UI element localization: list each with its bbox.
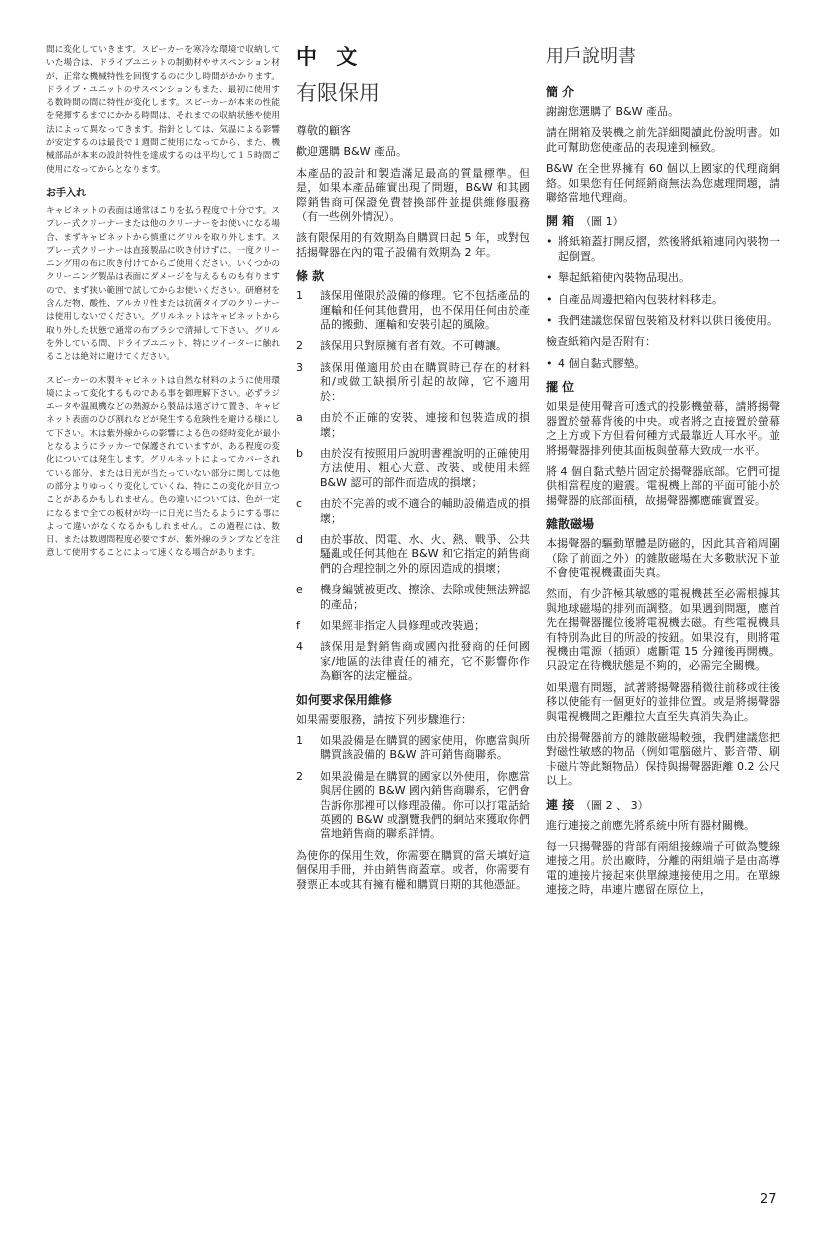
list-item-text: 舉起紙箱使內裝物品現出。 <box>558 271 690 285</box>
claim-intro: 如果需要服務，請按下列步驟進行： <box>296 712 472 726</box>
list-item <box>546 271 780 285</box>
warranty-column <box>296 44 530 899</box>
list-item <box>296 497 530 526</box>
list-item-number: 1 <box>296 289 303 303</box>
placement-paragraph: 如果是使用聲音可透式的投影機螢幕，請將揚聲器置於螢幕背後的中央。或者將之直接置於螢幕之上方或下方但看何種方式最靠近人耳水平。並將揚聲器排列使其面板與螢幕大致成一水平。 <box>546 400 780 457</box>
list-item-number: 4 <box>296 640 303 654</box>
list-item-number: b <box>296 446 303 460</box>
list-item-text: 將紙箱蓋打開反摺，然後將紙箱連同內裝物一起倒置。 <box>558 235 780 263</box>
list-item <box>296 770 530 842</box>
list-item-number: 2 <box>296 339 303 353</box>
welcome: 歡迎選購 B&W 產品。 <box>296 145 407 159</box>
list-item-number: d <box>296 532 303 546</box>
connection-paragraph: 進行連接之前應先將系統中所有器材關機。 <box>546 818 755 832</box>
connection-title: 連 接 <box>546 797 575 812</box>
list-item <box>296 289 530 332</box>
list-item <box>546 235 780 264</box>
thanks: 謝謝您選購了 B&W 產品。 <box>546 105 679 118</box>
list-item <box>296 583 530 612</box>
jp-care-heading: お手入れ <box>46 187 86 199</box>
bullet: • <box>546 356 553 370</box>
intro-heading: 簡 介 <box>546 85 575 99</box>
list-item-text: 如果設備是在購買的國家以外使用，你應當與居住國的 B&W 國內銷售商聯系，它們會告訴你那裡可以修理設備。你可以打電話給英國的 B&W 或瀏覽我們的網站來獲取你們當地銷售商的聯系詳情。 <box>320 769 530 841</box>
list-item-number: 3 <box>296 360 303 374</box>
list-item-number: 2 <box>296 769 303 783</box>
list-item <box>546 314 780 328</box>
terms-heading: 條 款 <box>296 269 325 284</box>
terms-list <box>296 289 530 683</box>
list-item <box>296 447 530 490</box>
list-item-text: 如果經非指定人員修理或改裝過； <box>320 618 485 632</box>
list-item-text: 我們建議您保留包裝箱及材料以供日後使用。 <box>558 314 778 328</box>
list-item-number: c <box>296 497 303 511</box>
list-item <box>296 411 530 440</box>
read-first: 請在開箱及裝機之前先詳細閱讀此份說明書。如此可幫助您使產品的表現達到極致。 <box>546 126 780 154</box>
unpacking-list <box>546 235 780 328</box>
list-item-text: 該保用僅限於設備的修理。它不包括產品的運輸和任何其他費用，也不保用任何由於產品的搬動、運輸和安裝引起的風險。 <box>320 289 530 332</box>
connection-paragraph: 每一只揚聲器的背部有兩組接線端子可做為雙線連接之用。於出廠時，分離的兩組端子是由高導電的連接片接起來供單線連接使用之用。在單線連接之時，串連片應留在原位上， <box>546 840 780 897</box>
list-item <box>296 533 530 576</box>
placement-paragraph: 將 4 個自黏式墊片固定於揚聲器底部。它們可提供相當程度的避震。電視機上部的平面可能小於揚聲器的底部面積，故揚聲器擲應確實置妥。 <box>546 464 780 507</box>
japanese-column <box>46 44 280 571</box>
figure-ref: （圖 2 、 3） <box>580 798 649 812</box>
list-item <box>546 357 780 371</box>
warranty-validity: 該有限保用的有效期為自購買日起 5 年，或對包括揚聲器在內的電子設備有效期為 2 年。 <box>296 231 530 259</box>
list-item-number: f <box>296 618 300 632</box>
figure-ref: （圖 1） <box>580 215 624 229</box>
warranty-intro: 本產品的設計和製造滿足最高的質量標準。但是，如果本產品確實出現了問題，B&W 和其國際銷售商可保證免費替換部件並提供維修服務（有一些例外情況）。 <box>296 166 530 224</box>
manual-title: 用戶說明書 <box>546 46 636 67</box>
page-number: 27 <box>760 1192 777 1207</box>
unpacking-title: 開 箱 <box>546 214 575 229</box>
list-item-text: 由於不完善的或不適合的輔助設備造成的損壞； <box>320 497 530 525</box>
list-item-text: 由於不正確的安裝、連接和包裝造成的損壞； <box>320 411 530 439</box>
dealer-network: B&W 在全世界擁有 60 個以上國家的代理商網絡。如果您有任何經銷商無法為您處理問題，請聯絡當地代理商。 <box>546 162 780 205</box>
list-item <box>296 339 530 353</box>
greeting: 尊敬的顧客 <box>296 124 351 137</box>
list-item-text: 如果設備是在購買的國家使用，你應當與所購買該設備的 B&W 許可銷售商聯系。 <box>320 734 530 762</box>
list-item <box>296 734 530 763</box>
manual-column <box>546 44 780 905</box>
jp-paragraph: スピーカーの木製キャビネットは自然な材料のように使用環境によって変化するものである事を御理解下さい。必ずラジエータや温風機などの熱源から製品は遠ざけて置き、キャビネット表面のひび割れなどが発生する危険性を避ける様にして下さい。木は紫外線からの影響による色の経時変化が最小となるようにラッカーで保護されていますが、ある程度の変化については発生します。グリルネットによってカバーされている部分、または日光が当たっていない部分に関しては他の部分よりゆっくり変化していくね、特にこの変化が目立つことがあるかもしれません。色の違いについては、色が一定になるまで全ての板材が均一に日光に当たるようにする事によって違いがなくなるかもしれません。この過程には、数日、または数週間程度必要ですが、紫外線のランプなどを注意して使用することによって速くなる場合があります。 <box>46 375 280 559</box>
list-item-number: 1 <box>296 734 303 747</box>
stray-paragraph: 本揚聲器的驅動單體是防磁的，因此其音箱周圍（除了前面之外）的雜散磁場在大多數狀況下並不會使電視機畫面失真。 <box>546 537 780 579</box>
list-item-text: 該保用只對原擁有者有效。不可轉讓。 <box>320 339 507 353</box>
jp-paragraph: 間に変化していきます。スピーカーを寒冷な環境で収納していた場合は、ドライブユニットの制動材やサスペンション材が、正常な機械特性を回復するのに少し時間がかかります。ドライブ・ユニットのサスペンションもまた、最初に使用する数時間の間に特性が変化します。スピーカーが本来の性能を発揮するまでにかかる時間は、それまでの収納状態や使用法によって異なってきます。指針としては、気温による影響が安定するのは最長で１週間ご使用になってから、また、機械部品が本来の設計特性を達成するのは平均して１５時間ご使用になってからとなります。 <box>46 45 280 175</box>
claim-heading: 如何要求保用維修 <box>296 692 393 707</box>
claim-list <box>296 734 530 842</box>
list-item-text: 自產品周邊把箱內包裝材料移走。 <box>558 292 723 306</box>
jp-paragraph: キャビネットの表面は通常ほこりを払う程度で十分です。スプレー式クリーナーまたは他のクリーナーをお使いになる場合、まずキャビネットから慎重にグリルを取り外します。スプレー式クリーナーは直接製品に吹き付けずに、一度クリーニング用の布に吹き付けてからご使用ください。いくつかのクリーニング製品は表面にダメージを与えるものも有りますので、まず狭い範囲で試してからお使いください。研磨材を含んだ物、酸性、アルカリ性または抗菌タイプのクリーナーは使用しないでください。グリルネットはキャビネットから取り外した状態で通常の布ブラシで清掃して下さい。グリルを外している間、ドライブユニット、特にツイーターに触れることは絶対に避けてください。 <box>46 205 280 363</box>
bullet: • <box>546 235 553 249</box>
stray-paragraph: 然而，有少許極其敏感的電視機甚至必需根據其與地球磁場的排列而調整。如果遇到問題，應首先在揚聲器擺位後將電視機去磁。有些電視機具有特別為此目的所設的按鈕。如果沒有，則將電視機由電源（插頭）處斷電 15 分鐘後再開機。只設定在待機狀態是不夠的，必需完全關機。 <box>546 587 780 673</box>
unpacking-heading <box>546 213 780 230</box>
connection-heading <box>546 797 780 814</box>
check-contents: 檢查紙箱內是否附有： <box>546 335 656 349</box>
bullet: • <box>546 314 553 328</box>
list-item-text: 該保用是對銷售商或國內批發商的任何國家/地區的法律責任的補充，它不影響你作為顧客的法定權益。 <box>320 640 530 683</box>
list-item <box>296 361 530 404</box>
list-item <box>296 619 530 633</box>
claim-final: 為使你的保用生效，你需要在購買的當天填好這個保用手冊，并由銷售商蓋章。或者，你需要有發票正本或其有擁有權和購買日期的其他憑証。 <box>296 848 530 891</box>
placement-heading: 擺 位 <box>546 380 575 395</box>
stray-paragraph: 由於揚聲器前方的雜散磁場較強，我們建議您把對磁性敏感的物品（例如電腦磁片、影音帶、刷卡磁片等此類物品）保持與揚聲器距離 0.2 公尺以上。 <box>546 731 780 788</box>
list-item <box>546 293 780 307</box>
bullet: • <box>546 292 553 306</box>
language-title: 中 文 <box>296 45 364 69</box>
list-item-number: e <box>296 583 303 597</box>
list-item-text: 該保用僅適用於由在購買時已存在的材料和/或做工缺損所引起的故障，它不適用於： <box>320 360 530 403</box>
list-item-text: 由於沒有按照用戶說明書裡說明的正確使用方法使用、粗心大意、改裝、或使用未經 B&W 認可的部件而造成的損壞； <box>320 446 530 489</box>
stray-field-heading: 雜散磁場 <box>546 517 595 532</box>
list-item <box>296 640 530 683</box>
list-item-text: 機身編號被更改、擦涂、去除或使無法辨認的產品； <box>320 583 530 611</box>
warranty-title: 有限保用 <box>296 81 380 105</box>
check-item: 4 個自黏式膠墊。 <box>558 356 646 370</box>
stray-paragraph: 如果還有問題，試著將揚聲器稍微往前移或往後移以使能有一個更好的並排位置。或是將揚聲器與電視機間之距離拉大直至失真消失為止。 <box>546 680 780 723</box>
list-item-number: a <box>296 411 303 425</box>
list-item-text: 由於事故、閃電、水、火、熱、戰爭、公共騷亂或任何其他在 B&W 和它指定的銷售商們的合理控制之外的原因造成的損壞； <box>320 532 530 575</box>
bullet: • <box>546 271 553 285</box>
